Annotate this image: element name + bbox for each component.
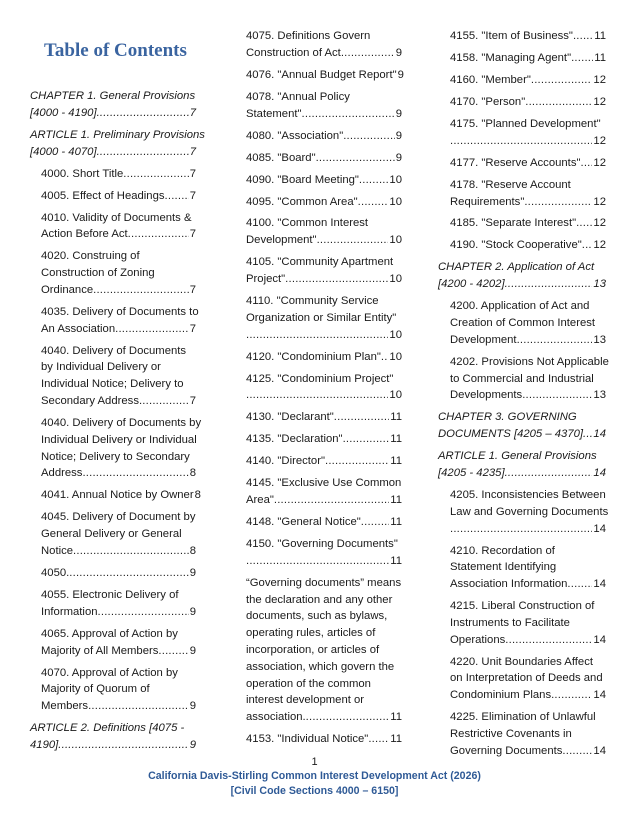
toc-page-number[interactable]: 9 — [189, 566, 196, 579]
toc-entry[interactable] — [30, 248, 196, 298]
toc-entry-text: Statement" — [246, 107, 302, 120]
toc-entry-text: Construction of Act — [246, 46, 341, 59]
toc-entry[interactable] — [30, 626, 196, 660]
toc-entry-text: 4085. "Board" — [246, 151, 316, 164]
toc-entry-text: Law and Governing Documents — [450, 505, 609, 518]
dot-leader — [246, 327, 388, 344]
dot-leader — [450, 133, 592, 150]
toc-entry-text: Development — [450, 333, 517, 346]
toc-entry-text: ARTICLE 1. General Provisions — [438, 450, 597, 463]
toc-entry-text: 4225. Elimination of Unlawful — [450, 711, 596, 724]
toc-page-number[interactable]: 7 — [189, 189, 196, 202]
toc-page-number[interactable]: 13 — [593, 333, 606, 346]
toc-page-number[interactable]: 11 — [390, 411, 402, 424]
toc-entry-text: DOCUMENTS [4205 – 4370] — [438, 428, 584, 441]
toc-entry[interactable] — [438, 543, 606, 593]
dot-leader — [531, 72, 593, 89]
toc-entry-text: 4035. Delivery of Documents to — [41, 305, 199, 318]
toc-page-number[interactable]: 10 — [389, 195, 402, 208]
toc-entry-text: operation of the common — [246, 677, 371, 690]
dot-leader — [567, 576, 592, 593]
toc-entry-text: Condominium Plans — [450, 689, 552, 702]
dot-leader — [576, 215, 592, 232]
toc-entry-text: Construction of Zoning — [41, 267, 155, 280]
toc-column-2 — [246, 28, 402, 753]
toc-entry-text: 4215. Liberal Construction of — [450, 600, 595, 613]
toc-entry-text: 4158. "Managing Agent" — [450, 51, 572, 64]
toc-entry[interactable] — [30, 587, 196, 621]
toc-entry-text: Notice; Delivery to Secondary — [41, 450, 190, 463]
toc-entry[interactable] — [246, 475, 402, 509]
toc-page-number[interactable]: 9 — [395, 107, 402, 120]
dot-leader — [381, 349, 389, 366]
toc-entry[interactable] — [246, 194, 402, 211]
dot-leader — [580, 155, 592, 172]
toc-entry[interactable] — [246, 453, 402, 470]
toc-entry-text: Secondary Address — [41, 395, 139, 408]
toc-entry-text: 4078. "Annual Policy — [246, 90, 350, 103]
toc-page-number[interactable]: 10 — [389, 234, 402, 247]
toc-entry-text: Operations — [450, 633, 506, 646]
toc-page-number[interactable]: 11 — [390, 733, 402, 746]
toc-entry-text: Information — [41, 605, 98, 618]
toc-page-number[interactable]: 9 — [189, 700, 196, 713]
toc-entry[interactable] — [246, 128, 402, 145]
toc-entry[interactable] — [30, 565, 196, 582]
toc-entry[interactable] — [246, 150, 402, 167]
dot-leader — [517, 332, 593, 349]
dot-leader — [97, 144, 189, 161]
toc-entry-text: Members — [41, 700, 89, 713]
toc-entry-text: [4205 - 4235] — [438, 466, 505, 479]
toc-entry[interactable] — [438, 487, 609, 537]
dot-leader — [450, 521, 592, 538]
dot-leader — [343, 128, 395, 145]
toc-entry[interactable] — [438, 177, 606, 211]
dot-leader — [368, 731, 389, 748]
toc-entry-text: 4200. Application of Act and — [450, 300, 590, 313]
toc-entry-text: 4175. "Planned Development" — [450, 117, 601, 130]
toc-entry-text: 4075. Definitions Govern — [246, 30, 371, 42]
toc-entry-text: Notice — [41, 545, 74, 557]
toc-page-number[interactable]: 12 — [593, 156, 606, 169]
toc-page-number[interactable]: 11 — [390, 711, 402, 724]
toc-entry-text: CHAPTER 3. GOVERNING — [438, 411, 577, 424]
dot-leader — [505, 465, 593, 482]
toc-entry[interactable] — [246, 293, 402, 343]
toc-entry-text: 4148. "General Notice" — [246, 516, 361, 529]
toc-entry[interactable] — [30, 415, 202, 482]
toc-entry-text: association, which govern the — [246, 660, 395, 673]
toc-page-number[interactable]: 13 — [593, 278, 606, 291]
toc-page-number[interactable]: 10 — [389, 389, 402, 402]
toc-page-number[interactable]: 12 — [593, 134, 606, 147]
toc-entry[interactable] — [30, 665, 196, 715]
toc-entry-text: [4200 - 4202] — [438, 278, 505, 291]
dot-leader — [285, 271, 388, 288]
toc-heading-entry[interactable] — [30, 88, 196, 122]
toc-entry-text: Majority of All Members — [41, 644, 159, 657]
dot-leader — [316, 150, 395, 167]
toc-page-number[interactable]: 9 — [395, 151, 402, 164]
toc-entry-text: ARTICLE 1. Preliminary Provisions — [30, 128, 205, 141]
toc-entry-text: 4185. "Separate Interest" — [450, 217, 577, 230]
dot-leader — [505, 632, 592, 649]
toc-entry[interactable] — [438, 298, 606, 348]
toc-entry-text: 4177. "Reserve Accounts" — [450, 156, 581, 169]
toc-entry[interactable] — [438, 598, 606, 648]
toc-entry-text: incorporation, or articles of — [246, 644, 380, 657]
toc-entry-text: General Delivery or General — [41, 528, 182, 541]
toc-page-number[interactable]: 11 — [594, 30, 606, 42]
toc-page-number[interactable]: 11 — [594, 51, 606, 64]
toc-entry-text: 4145. "Exclusive Use Common — [246, 477, 402, 490]
toc-entry[interactable] — [246, 28, 402, 62]
toc-page-number[interactable]: 14 — [593, 744, 606, 757]
dot-leader — [73, 543, 189, 560]
toc-entry-text: “Governing documents” means — [246, 576, 402, 589]
dot-leader — [98, 604, 189, 621]
dot-leader — [571, 50, 593, 67]
footer-title — [0, 769, 629, 799]
toc-entry[interactable] — [438, 237, 606, 254]
dot-leader — [505, 276, 593, 293]
page-title: Table of Contents — [44, 40, 187, 61]
footer-title-line-2: [Civil Code Sections 4000 – 6150] — [230, 785, 399, 797]
toc-entry-text: 4000. Short Title — [41, 167, 124, 180]
toc-heading-entry[interactable] — [438, 259, 606, 293]
toc-entry-text: 4065. Approval of Action by — [41, 627, 178, 640]
toc-page-number[interactable]: 7 — [189, 167, 196, 180]
toc-page-number[interactable]: 9 — [189, 738, 196, 751]
toc-entry[interactable] — [438, 50, 606, 67]
toc-entry-text: 4155. "Item of Business" — [450, 30, 573, 42]
toc-entry-text: Statement Identifying — [450, 561, 557, 574]
toc-entry-text: 4120. "Condominium Plan" — [246, 350, 381, 363]
toc-entry-text: 4050. — [41, 566, 70, 579]
toc-entry[interactable] — [30, 509, 196, 559]
toc-entry-text: the declaration and any other — [246, 593, 393, 606]
toc-page-number[interactable]: 14 — [593, 466, 606, 479]
toc-entry-text: 4160. "Member" — [450, 73, 531, 86]
toc-entry[interactable] — [30, 166, 196, 183]
toc-page-number[interactable]: 9 — [397, 68, 404, 81]
toc-entry-text: to Commercial and Industrial — [450, 372, 594, 385]
toc-entry[interactable] — [246, 431, 402, 448]
toc-entry[interactable] — [246, 514, 402, 531]
toc-entry-text: Project" — [246, 273, 286, 286]
toc-entry-text: [4000 - 4070] — [30, 145, 97, 158]
toc-entry-text: operating rules, articles of — [246, 627, 376, 640]
toc-page-number[interactable]: 7 — [189, 322, 196, 335]
dot-leader — [343, 431, 390, 448]
dot-leader — [359, 172, 389, 189]
toc-page-number[interactable]: 13 — [593, 389, 606, 402]
dot-leader — [525, 94, 592, 111]
toc-entry-text: 4100. "Common Interest — [246, 217, 369, 230]
toc-entry-text: 4140. "Director" — [246, 455, 325, 468]
toc-entry[interactable] — [246, 371, 402, 405]
toc-entry[interactable] — [438, 94, 606, 111]
toc-entry-text: association. — [246, 711, 306, 724]
toc-entry-text: Restrictive Covenants in — [450, 728, 572, 741]
dot-leader — [88, 698, 189, 715]
dot-leader — [246, 387, 388, 404]
toc-page-number[interactable]: 11 — [390, 433, 402, 446]
dot-leader — [97, 105, 189, 122]
toc-page-number[interactable]: 12 — [593, 73, 606, 86]
toc-definition-paragraph[interactable] — [246, 575, 402, 726]
toc-heading-entry[interactable] — [438, 448, 606, 482]
toc-entry-text: 4095. "Common Area" — [246, 195, 358, 208]
toc-entry-text: 4010. Validity of Documents & — [41, 211, 192, 224]
toc-entry-text: documents, such as bylaws, — [246, 610, 388, 623]
toc-page-number[interactable]: 12 — [593, 95, 606, 108]
toc-page-number[interactable]: 9 — [395, 46, 402, 59]
toc-page-number[interactable]: 8 — [189, 545, 196, 557]
toc-page-number[interactable]: 10 — [389, 173, 402, 186]
dot-leader — [583, 426, 592, 443]
toc-entry-text: 4090. "Board Meeting" — [246, 173, 359, 186]
toc-page-number[interactable]: 7 — [189, 395, 196, 408]
toc-page-number[interactable]: 12 — [593, 239, 606, 252]
toc-entry-text: Individual Delivery or Individual — [41, 433, 197, 446]
toc-page-number[interactable]: 10 — [389, 273, 402, 286]
toc-entry-text: 4045. Delivery of Document by — [41, 511, 196, 524]
toc-entry-text: 4220. Unit Boundaries Affect — [450, 655, 593, 668]
dot-leader — [361, 514, 389, 531]
toc-entry[interactable] — [246, 215, 402, 249]
toc-entry[interactable] — [30, 487, 201, 504]
toc-entry-text: 4005. Effect of Headings — [41, 189, 165, 202]
toc-entry[interactable] — [246, 409, 402, 426]
toc-entry-text: 4178. "Reserve Account — [450, 178, 571, 191]
toc-entry-text: 4105. "Community Apartment — [246, 256, 394, 269]
toc-page-number[interactable]: 10 — [389, 328, 402, 341]
toc-page-number[interactable]: 12 — [593, 217, 606, 230]
toc-entry-text: Governing Documents — [450, 744, 563, 757]
toc-entry-text: Address — [41, 467, 83, 480]
toc-page-number[interactable]: 11 — [390, 494, 402, 507]
dot-leader — [158, 643, 188, 660]
dot-leader — [317, 232, 389, 249]
toc-entry[interactable] — [246, 172, 402, 189]
toc-entry[interactable] — [438, 354, 609, 404]
toc-entry-text: 4070. Approval of Action by — [41, 666, 178, 679]
toc-entry-text: 4135. "Declaration" — [246, 433, 343, 446]
dot-leader — [573, 28, 593, 45]
toc-page-number[interactable]: 10 — [389, 350, 402, 363]
toc-entry[interactable] — [438, 28, 606, 45]
toc-entry[interactable] — [30, 188, 196, 205]
toc-entry[interactable] — [246, 254, 402, 288]
toc-entry-text: 4153. "Individual Notice" — [246, 733, 369, 746]
toc-entry-text: Area" — [246, 494, 274, 507]
toc-heading-entry[interactable] — [30, 720, 196, 754]
toc-entry-text: Development" — [246, 234, 317, 247]
toc-entry[interactable] — [246, 89, 402, 123]
dot-leader — [551, 687, 592, 704]
toc-entry-text: Individual Notice; Delivery to — [41, 378, 184, 391]
toc-entry-text: 4125. "Condominium Project" — [246, 372, 394, 385]
toc-page-number[interactable]: 14 — [593, 689, 606, 702]
toc-page-number[interactable]: 8 — [189, 467, 196, 480]
toc-entry[interactable] — [438, 654, 606, 704]
toc-entry-text: 4040. Delivery of Documents by — [41, 417, 202, 430]
toc-page-number[interactable]: 14 — [593, 428, 606, 441]
toc-entry-text: 4040. Delivery of Documents — [41, 344, 187, 357]
toc-entry-text: 4020. Construing of — [41, 250, 140, 263]
toc-entry[interactable] — [438, 72, 606, 89]
toc-entry-text: 4130. "Declarant" — [246, 411, 334, 424]
toc-entry[interactable] — [30, 210, 196, 244]
toc-entry[interactable] — [246, 67, 402, 84]
toc-entry-text: ARTICLE 2. Definitions [4075 - — [30, 722, 185, 735]
dot-leader — [165, 188, 189, 205]
dot-leader — [82, 465, 188, 482]
toc-page-number[interactable]: 11 — [390, 516, 402, 529]
toc-entry-text: 4170. "Person" — [450, 95, 526, 108]
toc-entry-text: 4202. Provisions Not Applicable — [450, 355, 609, 368]
dot-leader — [341, 45, 395, 62]
toc-page-number[interactable]: 7 — [189, 228, 196, 241]
toc-entry-text: by Individual Delivery or — [41, 361, 161, 374]
dot-leader — [325, 453, 389, 470]
toc-entry[interactable] — [438, 709, 606, 759]
toc-entry[interactable] — [438, 215, 606, 232]
toc-page-number[interactable]: 11 — [390, 455, 402, 468]
toc-entry[interactable] — [438, 155, 606, 172]
toc-heading-entry[interactable] — [438, 409, 606, 443]
toc-page-number[interactable]: 9 — [189, 605, 196, 618]
toc-entry-text: interest development or — [246, 694, 365, 707]
toc-page-number[interactable]: 11 — [390, 554, 402, 567]
dot-leader — [302, 106, 395, 123]
dot-leader — [128, 226, 189, 243]
dot-leader — [358, 194, 389, 211]
toc-page-number[interactable]: 14 — [593, 578, 606, 591]
toc-entry-text: 4055. Electronic Delivery of — [41, 588, 179, 601]
toc-entry-text: [4000 - 4190] — [30, 106, 97, 119]
toc-page-number[interactable]: 14 — [593, 522, 606, 535]
toc-entry-text: Action Before Act — [41, 228, 128, 241]
toc-entry-text: Organization or Similar Entity" — [246, 311, 397, 324]
dot-leader — [522, 387, 592, 404]
toc-page-number[interactable]: 7 — [189, 106, 196, 119]
toc-page-number[interactable]: 14 — [593, 633, 606, 646]
dot-leader — [246, 553, 389, 570]
dot-leader — [139, 393, 189, 410]
toc-entry[interactable] — [438, 116, 606, 150]
toc-page-number[interactable]: 7 — [189, 283, 196, 296]
dot-leader — [306, 709, 390, 726]
toc-page-number[interactable]: 7 — [189, 145, 196, 158]
toc-entry-text: 4205. Inconsistencies Between — [450, 488, 606, 501]
dot-leader — [115, 321, 189, 338]
toc-entry-text: CHAPTER 2. Application of Act — [438, 261, 595, 274]
toc-page-number[interactable]: 9 — [189, 644, 196, 657]
toc-entry-text: 4110. "Community Service — [246, 295, 379, 308]
toc-entry[interactable] — [30, 343, 196, 410]
toc-page-number[interactable]: 9 — [395, 129, 402, 142]
toc-entry-text: Ordinance — [41, 283, 94, 296]
toc-entry-text: Instruments to Facilitate — [450, 616, 570, 629]
dot-leader — [69, 565, 188, 582]
toc-entry-text: 4076. "Annual Budget Report" — [246, 68, 397, 81]
toc-entry-text: 4190. "Stock Cooperative" — [450, 239, 582, 252]
toc-entry-text: Association Information — [450, 578, 568, 591]
toc-page-number[interactable]: 8 — [194, 489, 201, 502]
toc-entry-text: 4080. "Association" — [246, 129, 344, 142]
toc-heading-entry[interactable] — [30, 127, 205, 161]
toc-entry-text: CHAPTER 1. General Provisions — [30, 90, 196, 102]
toc-entry-text: on Interpretation of Deeds and — [450, 672, 603, 685]
toc-page-number[interactable]: 12 — [593, 195, 606, 208]
toc-entry[interactable] — [30, 304, 199, 338]
toc-entry-text: An Association — [41, 322, 116, 335]
toc-entry-text: Majority of Quorum of — [41, 683, 150, 696]
toc-entry[interactable] — [246, 349, 402, 366]
dot-leader — [274, 492, 389, 509]
footer-title-line-1: California Davis-Stirling Common Interest Development Act (2026) — [148, 770, 481, 782]
toc-column-3 — [438, 28, 609, 765]
dot-leader — [524, 194, 592, 211]
toc-entry[interactable] — [246, 536, 402, 570]
page-number: 1 — [311, 756, 318, 768]
toc-entry-text: Developments — [450, 389, 523, 402]
toc-entry-text: 4210. Recordation of — [450, 544, 555, 557]
toc-entry-text: 4150. "Governing Documents" — [246, 538, 398, 551]
dot-leader — [58, 737, 188, 754]
dot-leader — [93, 282, 189, 299]
toc-column-1 — [30, 88, 205, 759]
toc-entry-text: 4190] — [30, 738, 59, 751]
toc-entry-text: Creation of Common Interest — [450, 317, 596, 330]
dot-leader — [334, 409, 389, 426]
dot-leader — [582, 237, 593, 254]
dot-leader — [123, 166, 188, 183]
toc-entry-text: Requirements" — [450, 195, 525, 208]
toc-entry[interactable] — [246, 731, 402, 748]
toc-entry-text: 4041. Annual Notice by Owner — [41, 489, 194, 502]
